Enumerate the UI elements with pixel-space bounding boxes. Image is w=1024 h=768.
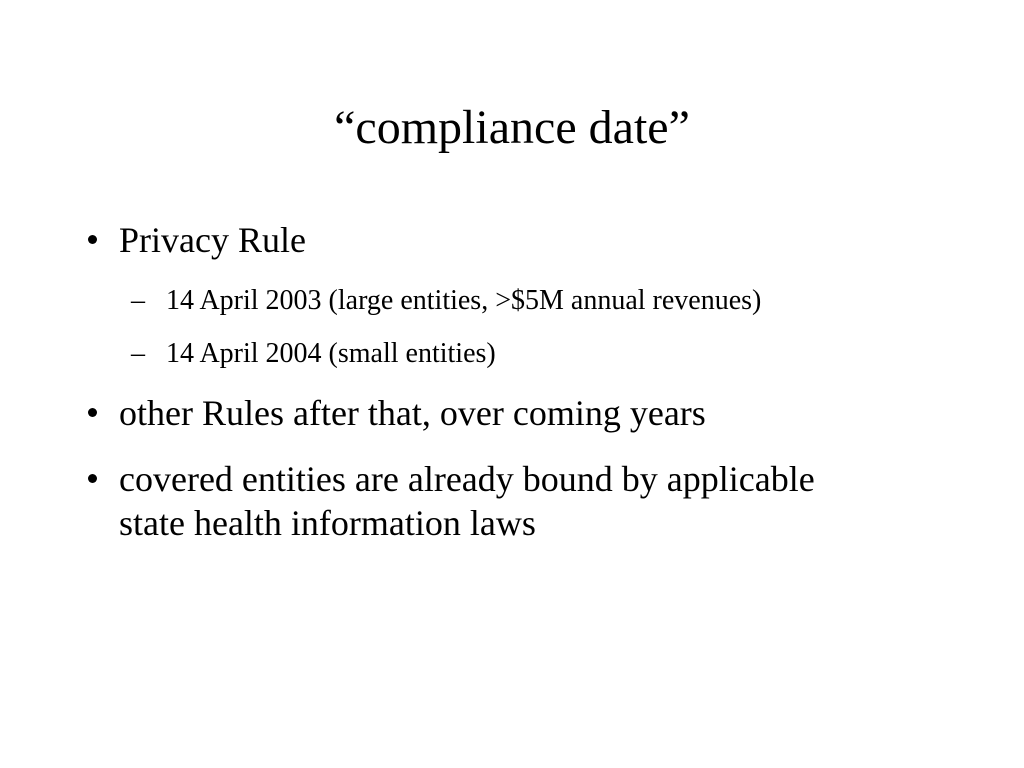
bullet-text: Privacy Rule — [119, 220, 306, 260]
bullet-text — [119, 457, 939, 545]
slide-title: “compliance date” — [334, 101, 690, 154]
bullet-text-line-1: covered entities are already bound by applicable — [119, 459, 815, 499]
subbullet-text: 14 April 2003 (large entities, >$5M annual revenues) — [166, 285, 762, 316]
bullet-text: other Rules after that, over coming years — [119, 393, 706, 433]
subbullet-text: 14 April 2004 (small entities) — [166, 338, 496, 369]
bullet-dot-icon — [88, 457, 108, 483]
bullet-dot-icon — [88, 218, 108, 244]
bullet-dot-icon — [88, 391, 108, 417]
dash-marker: – — [131, 285, 145, 316]
bullet-text-line-2: state health information laws — [119, 503, 536, 543]
dash-marker: – — [131, 338, 145, 369]
